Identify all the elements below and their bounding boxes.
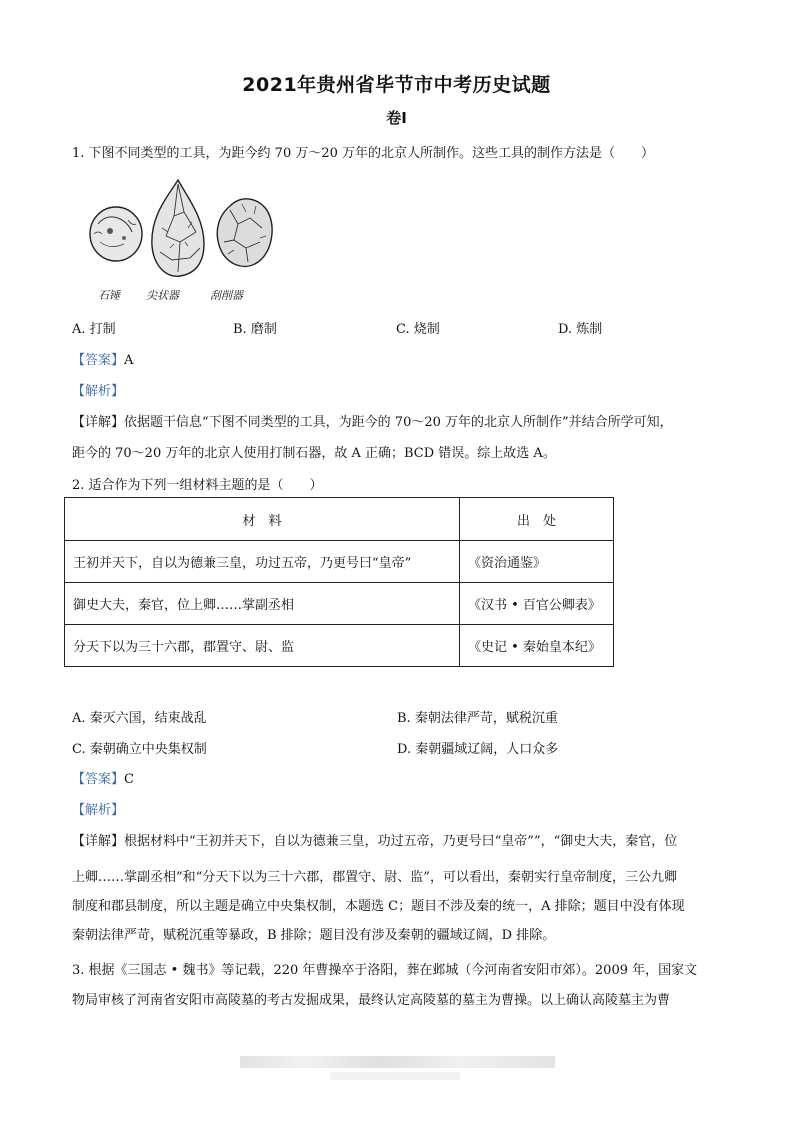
q2-answer-tag: 【答案】 (72, 772, 125, 787)
q1-detail-tag: 【详解】 (72, 415, 125, 430)
q2-material-table (64, 497, 614, 667)
q2-option-d: D. 秦朝疆域辽阔，人口众多 (397, 742, 559, 757)
figure-label-pointed-tool: 尖状器 (146, 289, 179, 302)
q2-option-b: B. 秦朝法律严苛，赋税沉重 (397, 711, 558, 726)
q1-option-d: D. 炼制 (558, 322, 603, 337)
q1-detail-line-2: 距今的 70～20 万年的北京人使用打制石器，故 A 正确；BCD 错误。综上故选 A。 (72, 446, 556, 461)
q2-detail-line-1 (72, 830, 677, 849)
q1-detail-text-1: 依据题干信息“下图不同类型的工具，为距今的 70～20 万年的北京人所制作”并结合所学可知， (124, 415, 673, 430)
q2-stem: 2. 适合作为下列一组材料主题的是（ ） (72, 478, 323, 493)
table-cell-material: 御史大夫，秦官，位上卿……掌副丞相 (65, 583, 460, 625)
table-cell-source: 《史记 • 秦始皇本纪》 (460, 625, 614, 667)
stone-hammer-drawing (90, 207, 142, 261)
q2-analysis-tag: 【解析】 (72, 803, 125, 818)
q1-analysis-tag: 【解析】 (72, 384, 125, 399)
q1-stem: 1. 下图不同类型的工具，为距今约 70 万～20 万年的北京人所制作。这些工具的制作方法是（ ） (72, 146, 655, 161)
q2-detail-text-1: 根据材料中“王初并天下，自以为德兼三皇，功过五帝，乃更号曰“皇帝””，“御史大夫，秦官，位 (124, 834, 678, 849)
table-cell-source: 《汉书 • 百官公卿表》 (460, 583, 614, 625)
q1-option-b: B. 磨制 (233, 322, 277, 337)
q1-analysis (72, 380, 124, 399)
section-title: 卷I (386, 109, 407, 127)
q1-answer (72, 349, 133, 368)
q1-answer-tag: 【答案】 (72, 353, 125, 368)
pointed-tool-drawing (152, 180, 204, 276)
table-header-row (65, 498, 614, 541)
q2-detail-line-3: 制度和郡县制度，所以主题是确立中央集权制，本题选 C；题目不涉及秦的统一，A 排除；题目中没有体现 (72, 899, 685, 914)
q1-option-a: A. 打制 (72, 322, 116, 337)
q1-answer-value: A (124, 353, 134, 368)
table-row (65, 625, 614, 667)
table-cell-material: 分天下以为三十六郡，郡置守、尉、监 (65, 625, 460, 667)
figure-label-scraper: 刮削器 (210, 289, 243, 302)
page-title: 2021年贵州省毕节市中考历史试题 (242, 74, 551, 96)
table-cell-material: 王初并天下，自以为德兼三皇，功过五帝，乃更号曰“皇帝” (65, 541, 460, 583)
blurred-footer-watermark-2 (330, 1072, 460, 1080)
q2-detail-tag: 【详解】 (72, 834, 125, 849)
figure-label-stone-hammer: 石锤 (98, 289, 120, 302)
stone-tools-figure (80, 176, 280, 306)
q3-line-2: 物局审核了河南省安阳市高陵墓的考古发掘成果，最终认定高陵墓的墓主为曹操。以上确认高陵墓主为曹 (72, 993, 671, 1008)
table-cell-source: 《资治通鉴》 (460, 541, 614, 583)
q1-option-c: C. 烧制 (396, 322, 440, 337)
q2-analysis (72, 799, 124, 818)
q2-option-a: A. 秦灭六国，结束战乱 (72, 711, 207, 726)
table-row (65, 541, 614, 583)
q2-answer-value: C (124, 772, 134, 787)
scraper-drawing (217, 199, 272, 267)
q2-option-c: C. 秦朝确立中央集权制 (72, 742, 207, 757)
q1-detail-line-1 (72, 411, 673, 430)
table-row (65, 583, 614, 625)
q2-detail-line-2: 上卿……掌副丞相”和“分天下以为三十六郡，郡置守、尉、监”，可以看出，秦朝实行皇帝制度，三公九卿 (72, 870, 677, 885)
table-header-material: 材 料 (65, 498, 460, 541)
q2-detail-line-4: 秦朝法律严苛，赋税沉重等暴政，B 排除；题目没有涉及秦朝的疆域辽阔，D 排除。 (72, 928, 556, 943)
q2-answer (72, 768, 134, 787)
q3-line-1: 3. 根据《三国志 • 魏书》等记载，220 年曹操卒于洛阳，葬在邺城（今河南省安阳市郊）。2009 年，国家文 (72, 963, 698, 978)
table-header-source: 出 处 (460, 498, 614, 541)
blurred-footer-watermark (240, 1056, 555, 1068)
